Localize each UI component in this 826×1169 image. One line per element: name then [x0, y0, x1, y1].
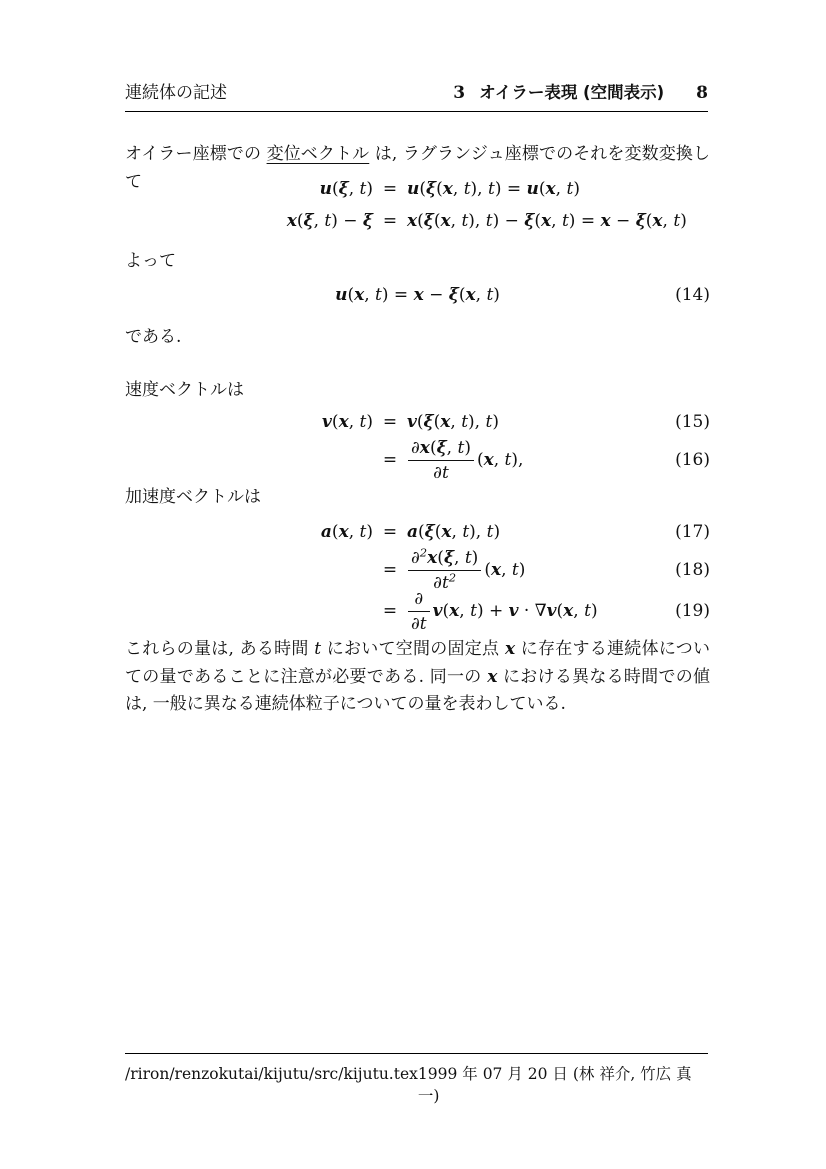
section-title: オイラー表現 (空間表示): [479, 83, 665, 102]
date-and-authors: 1999 年 07 月 20 日 (林 祥介, 竹広 真一): [417, 1065, 692, 1105]
page-number: 8: [696, 83, 708, 103]
equation-16: [125, 437, 710, 483]
equation-rhs: u(ξ(x, t), t) = u(x, t): [407, 179, 580, 199]
equals-sign: =: [382, 560, 398, 580]
equals-sign: =: [382, 450, 398, 470]
equation-18: [125, 545, 710, 595]
equation-number-17: (17): [675, 522, 710, 542]
equation-17: [125, 519, 710, 545]
equals-sign: =: [382, 412, 398, 432]
paragraph-displacement-intro: オイラー座標での 変位ベクトル は, ラグランジュ座標でのそれを変数変換して: [125, 144, 710, 192]
equation-rhs: $\frac{\partial^2x(\xi, t)}{\partial t^2}$ (x, t): [407, 548, 710, 593]
equation-body: u(x, t) = x − ξ(x, t): [335, 285, 500, 305]
equation-number-18: (18): [675, 560, 710, 580]
equals-sign: =: [382, 522, 398, 542]
equals-sign: =: [382, 601, 398, 621]
page-footer: [125, 1053, 708, 1106]
section-number: 3: [453, 83, 466, 103]
equation-number-15: (15): [675, 412, 710, 432]
equation-lhs: u(ξ, t): [319, 179, 373, 199]
text-acceleration-intro: 加速度ベクトルは: [125, 487, 261, 507]
running-title: 連続体の記述: [125, 83, 227, 103]
equation-lhs: a(x, t): [320, 522, 373, 542]
source-file-path: /riron/renzokutai/kijutu/src/kijutu.tex: [125, 1065, 418, 1083]
equation-rhs: a(ξ(x, t), t): [407, 522, 501, 542]
equation-14: [125, 282, 710, 308]
paragraph-remark: これらの量は, ある時間 t において空間の固定点 x に存在する連続体についての量であることに注意が必要である. 同一の x における異なる時間での値は, 一般に異なる連続体粒子についての量を表わしている.: [125, 639, 710, 714]
equation-number-14: (14): [675, 285, 710, 305]
text-dearu: である.: [125, 327, 182, 347]
equation-rhs: v(ξ(x, t), t): [407, 412, 499, 432]
equation-u-transform-line2: [125, 207, 710, 235]
section-heading: [453, 82, 708, 104]
equals-sign: =: [382, 179, 398, 199]
text-velocity-intro: 速度ベクトルは: [125, 380, 244, 400]
equation-number-19: (19): [675, 601, 710, 621]
text-therefore: よって: [125, 251, 176, 271]
equation-lhs: v(x, t): [322, 412, 373, 432]
equation-u-transform-line1: [125, 176, 710, 202]
equation-rhs: $\frac{\partial}{\partial t}$ v(x, t) + v · ∇v(x, t): [407, 589, 710, 634]
equation-rhs: $\frac{\partial x(\xi, t)}{\partial t}$ (x, t),: [407, 438, 710, 483]
equals-sign: =: [382, 211, 398, 231]
page-header: [125, 82, 708, 112]
equation-rhs: x(ξ(x, t), t) − ξ(x, t) = x − ξ(x, t): [407, 211, 687, 231]
equation-number-16: (16): [675, 450, 710, 470]
equation-lhs: x(ξ, t) − ξ: [286, 211, 373, 231]
equation-15: [125, 409, 710, 435]
equation-19: [125, 590, 710, 632]
